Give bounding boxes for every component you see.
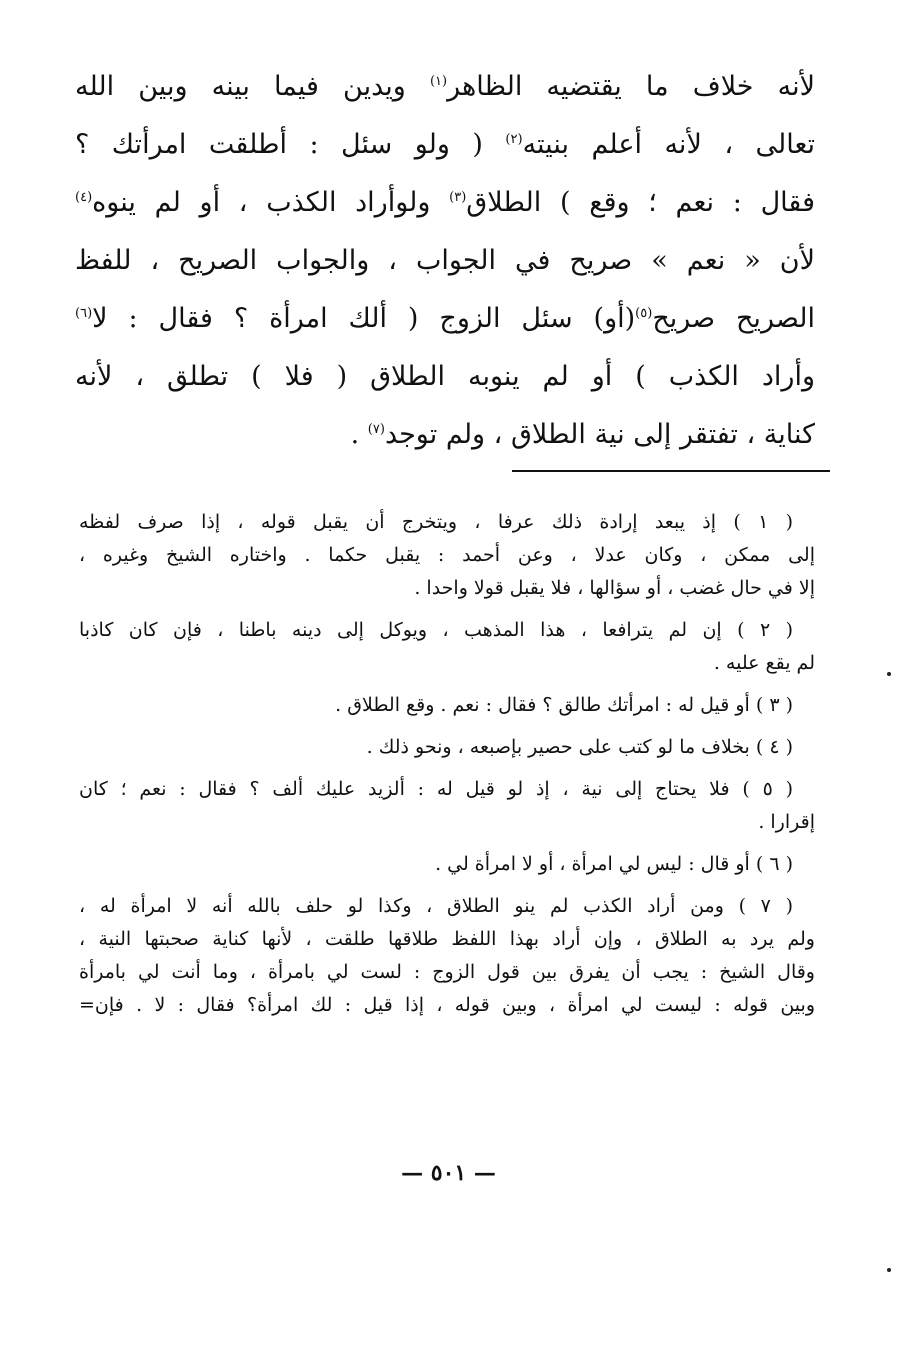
footnote-5 [79,773,815,839]
footnote-3 [79,689,815,722]
text-segment: ويدين فيما بينه وبين الله [75,71,430,102]
footnote-line: وبين قوله : ليست لي امرأة ، وبين قوله ، إذا قيل : لك امرأة؟ فقال : لا . فإن= [79,994,815,1016]
footnote-ref: (٥) [635,306,653,321]
text-segment: تعالى ، لأنه أعلم بنيته [522,129,815,160]
footnote-ref: (١) [429,74,448,89]
scan-speck [887,672,891,676]
footnote-line: وقال الشيخ : يجب أن يفرق بين قول الزوج : لست لي بامرأة ، وما أنت لي بامرأة [79,961,815,983]
footnote-line: ولم يرد به الطلاق ، وإن أراد بهذا اللفظ طلاقها طلقت ، لأنها كناية صحبتها النية ، [79,928,815,950]
footnote-ref: (٣) [449,190,467,205]
footnote-ref: (٦) [75,306,93,321]
footnote-ref: (٤) [75,190,93,205]
footnote-line: إلا في حال غضب ، أو سؤالها ، فلا يقبل قولا واحدا . [414,577,815,599]
footnote-line: ( ١ ) إذ يبعد إرادة ذلك عرفا ، ويتخرج أن يقبل قوله ، إذا صرف لفظه [79,511,793,533]
main-text-line [75,232,815,290]
main-text-line [75,116,815,174]
footnote-line: ( ٦ ) أو قال : ليس لي امرأة ، أو لا امرأة لي . [435,853,793,875]
text-segment: ( ولو سئل : أطلقت امرأتك ؟ [75,129,506,160]
text-segment: . [350,419,368,450]
text-segment: ولوأراد الكذب ، أو لم ينوه [92,187,450,218]
footnote-6 [79,848,815,881]
text-segment: (أو) سئل الزوج ( ألك امرأة ؟ فقال : لا [92,303,636,334]
text-segment: فقال : نعم ؛ وقع ) الطلاق [466,187,815,218]
footnote-7 [79,890,815,1022]
main-text-block [75,58,815,464]
footnote-line: ( ٧ ) ومن أراد الكذب لم ينو الطلاق ، وكذا لو حلف بالله أنه لا امرأة له ، [79,895,793,917]
footnote-line: إلى ممكن ، وكان عدلا ، وعن أحمد : يقبل حكما . واختاره الشيخ وغيره ، [79,544,815,566]
text-segment: كناية ، تفتقر إلى نية الطلاق ، ولم توجد [384,419,815,450]
scan-speck [887,1268,891,1272]
text-segment: وأراد الكذب ) أو لم ينوبه الطلاق ( فلا ) تطلق ، لأنه [75,361,815,392]
footnote-separator [512,470,830,472]
footnotes-block [79,506,815,1031]
footnote-line: ( ٢ ) إن لم يترافعا ، هذا المذهب ، ويوكل إلى دينه باطنا ، فإن كان كاذبا [79,619,794,641]
text-segment: لأن « نعم » صريح في الجواب ، والجواب الصريح ، للفظ [75,245,815,276]
footnote-line: ( ٤ ) بخلاف ما لو كتب على حصير بإصبعه ، ونحو ذلك . [366,736,793,758]
footnote-line: إقرارا . [758,811,815,833]
footnote-ref: (٢) [505,132,523,147]
text-segment: الصريح صريح [652,303,815,334]
footnote-ref: (٧) [367,422,385,437]
footnote-1 [79,506,815,605]
footnote-line: لم يقع عليه . [713,652,815,674]
main-text-line [75,174,815,232]
main-text-line [75,406,815,464]
main-text-line [75,290,815,348]
footnote-2 [79,614,815,680]
page-number: — ٥٠١ — [401,1160,496,1186]
text-segment: لأنه خلاف ما يقتضيه الظاهر [447,71,815,102]
footnote-line: ( ٥ ) فلا يحتاج إلى نية ، إذ لو قيل له : ألزيد عليك ألف ؟ فقال : نعم ؛ كان [79,778,793,800]
footnote-4 [79,731,815,764]
main-text-line [75,348,815,406]
footnote-line: ( ٣ ) أو قيل له : امرأتك طالق ؟ فقال : نعم . وقع الطلاق . [335,694,793,716]
main-text-line [75,58,815,116]
